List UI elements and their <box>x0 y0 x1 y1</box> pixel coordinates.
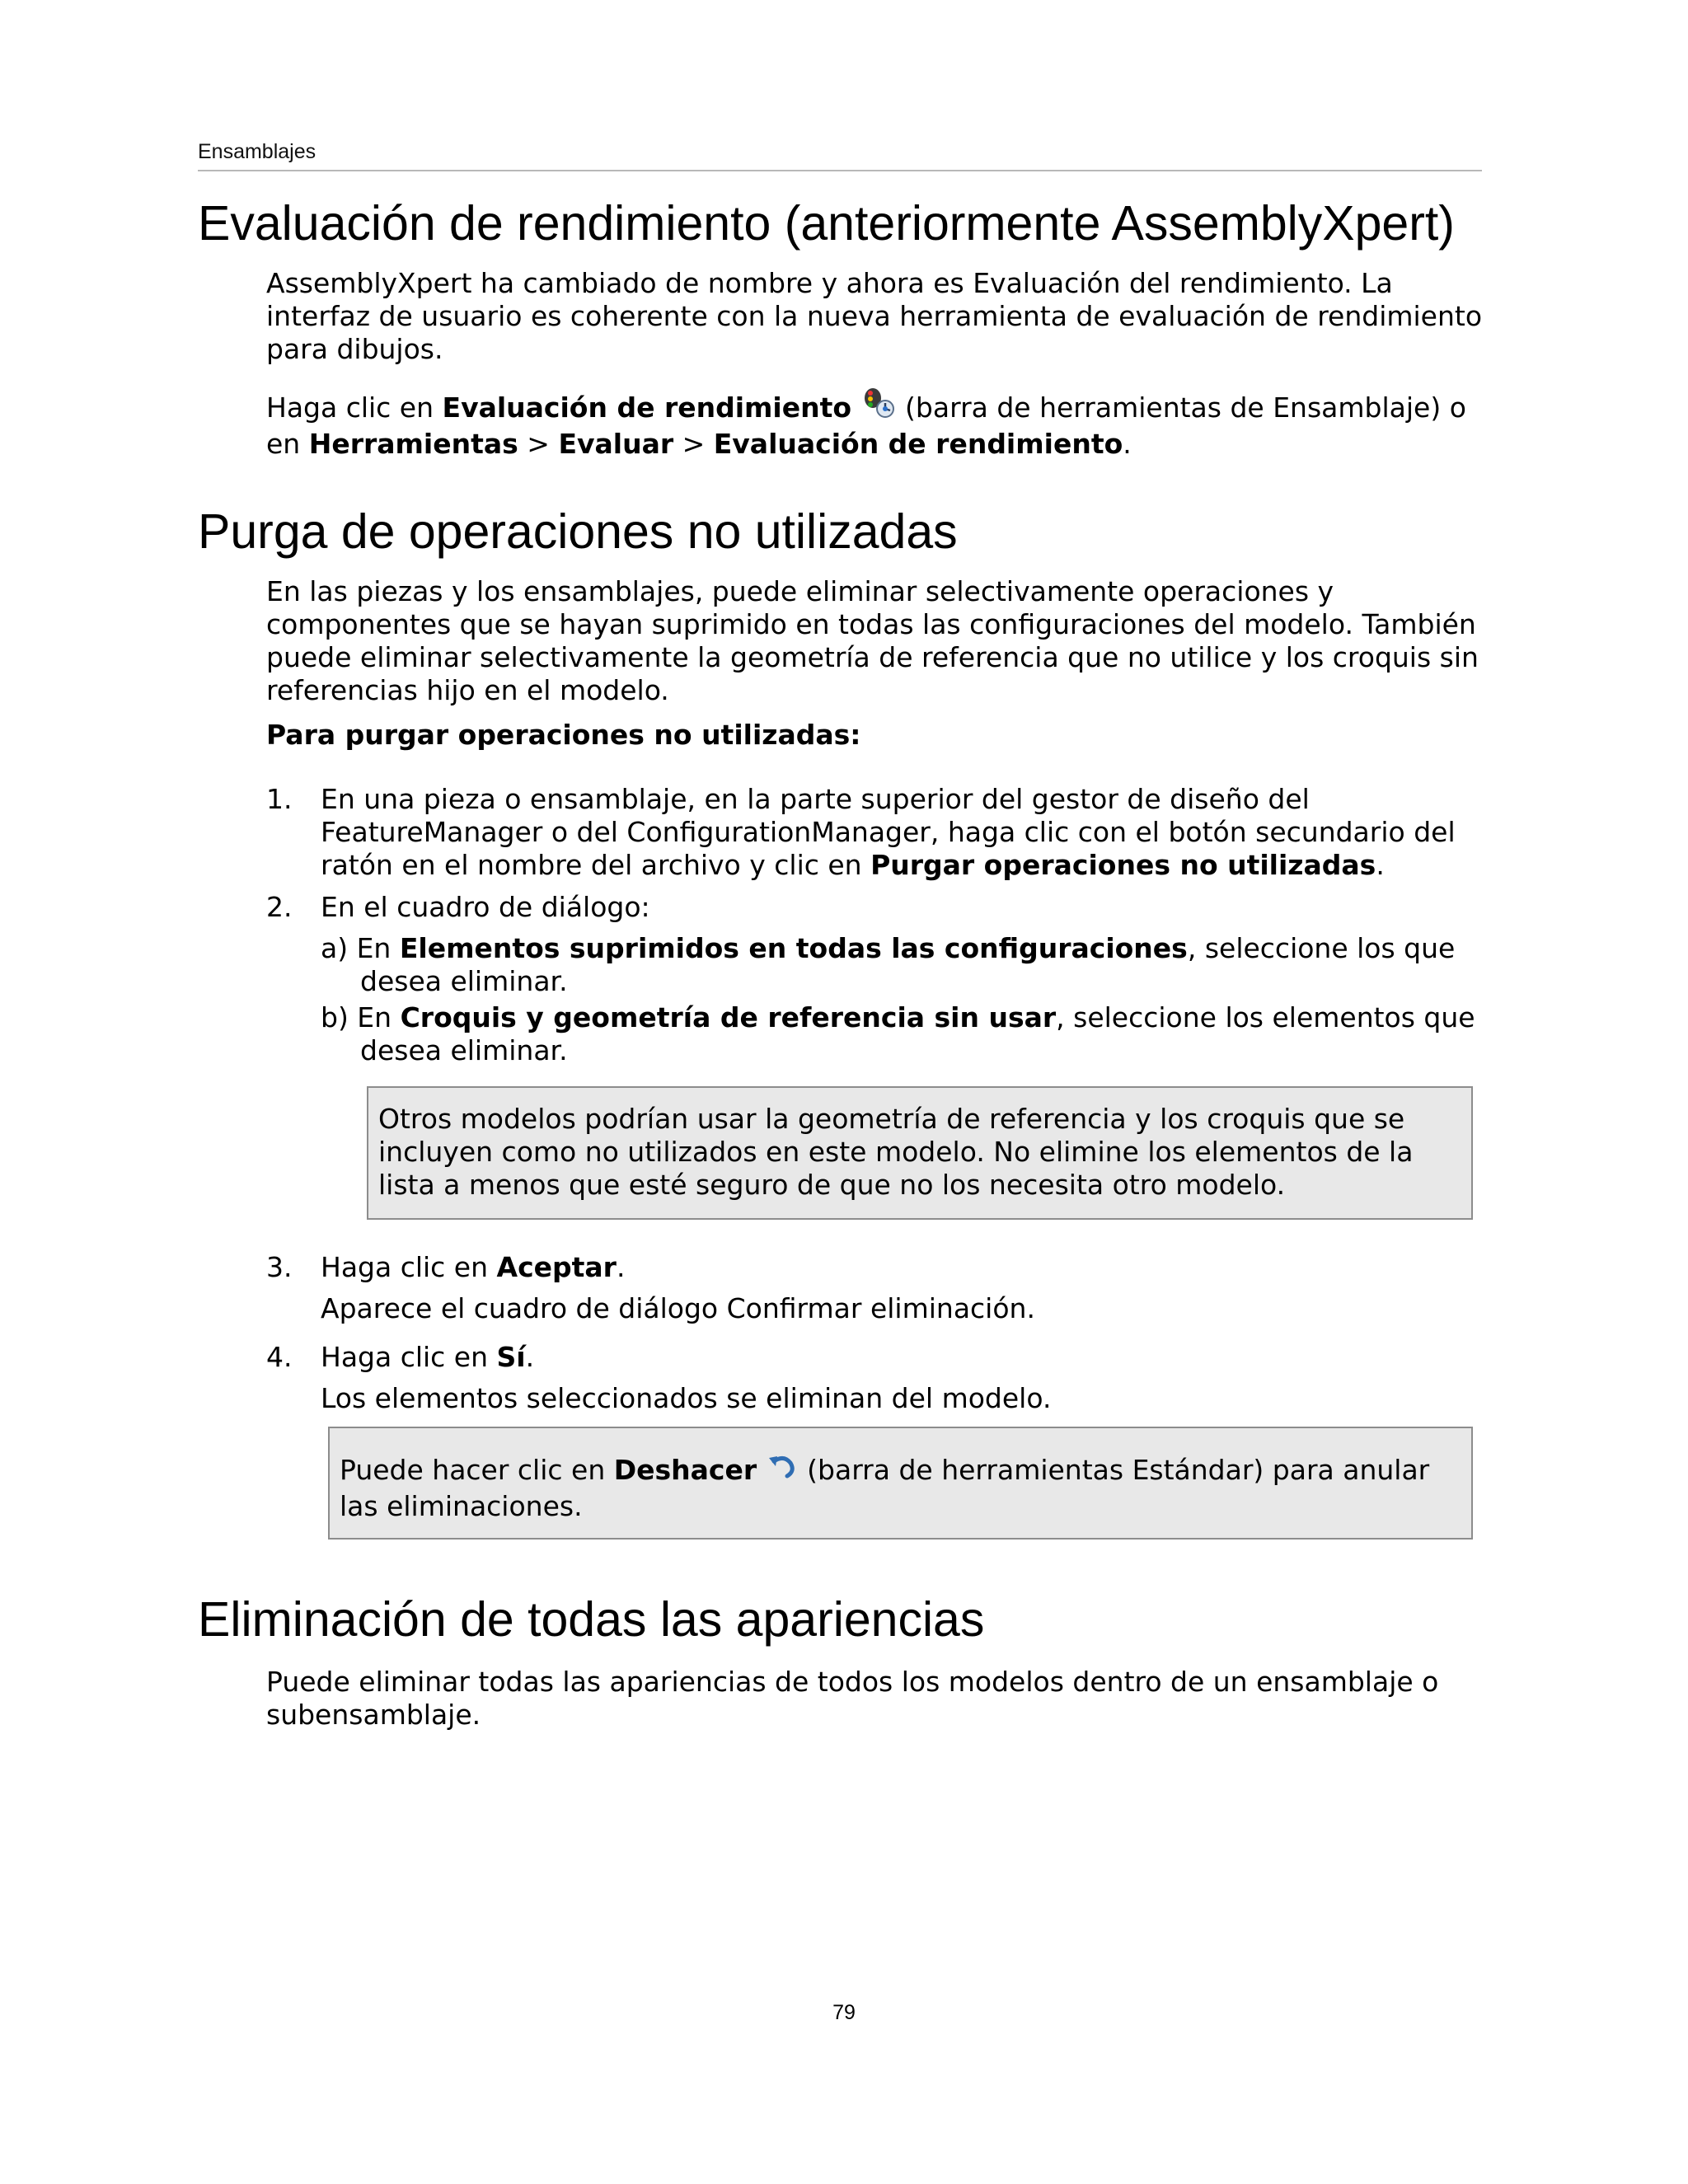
step-text <box>321 1341 1484 1374</box>
note-box <box>328 1427 1473 1540</box>
ui-term: Croquis y geometría de referencia sin usar <box>400 1001 1057 1033</box>
ui-term: Elementos suprimidos en todas las configuraciones <box>399 932 1188 964</box>
text: . <box>525 1341 535 1373</box>
text: (barra de herramientas Estándar) para anular las eliminaciones. <box>340 1454 1430 1522</box>
text: Haga clic en <box>321 1341 497 1373</box>
text: Haga clic en <box>321 1251 497 1283</box>
text: a) En <box>321 932 400 964</box>
paragraph: Puede eliminar todas las apariencias de todos los modelos dentro de un ensamblaje o subensamblaje. <box>266 1666 1439 1731</box>
section1-body <box>266 267 1484 461</box>
ui-term: Aceptar <box>496 1251 617 1283</box>
sub-step-b <box>321 1001 1514 1067</box>
header-divider <box>198 170 1482 171</box>
undo-icon <box>766 1451 799 1490</box>
ui-term: Sí <box>496 1341 526 1373</box>
page-number: 79 <box>832 2001 856 2024</box>
text: Puede hacer clic en <box>340 1454 614 1486</box>
text: . <box>1123 428 1132 460</box>
step-number: 3. <box>266 1251 293 1283</box>
running-header: Ensamblajes <box>198 140 316 163</box>
step-number: 4. <box>266 1341 293 1373</box>
sub-step-a <box>321 932 1514 998</box>
performance-evaluation-icon <box>860 386 897 428</box>
section-title-purge: Purga de operaciones no utilizadas <box>198 504 958 559</box>
ui-term: Herramientas <box>308 428 518 460</box>
step-text <box>321 783 1484 882</box>
paragraph: AssemblyXpert ha cambiado de nombre y ahora es Evaluación del rendimiento. La interfaz de usuario es coherente con la nueva herramienta de evaluación de rendimiento para dibujos. <box>266 267 1483 365</box>
text: En una pieza o ensamblaje, en la parte superior del gestor de diseño del FeatureManager o del ConfigurationManager, haga clic con el botón secundario del ratón en el nombre del archivo y clic en <box>321 783 1456 881</box>
procedure-heading-text: Para purgar operaciones no utilizadas: <box>266 719 861 751</box>
step-result: Los elementos seleccionados se eliminan del modelo. <box>321 1382 1052 1414</box>
paragraph-instructions <box>266 386 1484 461</box>
step-result: Aparece el cuadro de diálogo Confirmar eliminación. <box>321 1292 1035 1324</box>
step-text: En el cuadro de diálogo: <box>321 891 650 923</box>
text: b) En <box>321 1001 401 1033</box>
note-box: Otros modelos podrían usar la geometría de referencia y los croquis que se incluyen como no utilizados en este modelo. No elimine los elementos de la lista a menos que esté seguro de que no los necesita otro modelo. <box>367 1086 1473 1220</box>
text: , seleccione los que desea eliminar. <box>360 932 1456 997</box>
section3-body <box>266 1666 1484 1732</box>
ui-term: Deshacer <box>613 1454 757 1486</box>
text: (barra de herramientas de Ensamblaje) o en <box>266 391 1466 460</box>
text: , seleccione los elementos que desea eliminar. <box>360 1001 1475 1066</box>
ui-term: Evaluación de rendimiento <box>713 428 1123 460</box>
text: Haga clic en <box>266 391 443 424</box>
section-title-performance-evaluation: Evaluación de rendimiento (anteriormente AssemblyXpert) <box>198 196 1455 251</box>
text: . <box>616 1251 626 1283</box>
paragraph: En las piezas y los ensamblajes, puede eliminar selectivamente operaciones y componentes que se hayan suprimido en todas las configuraciones del modelo. También puede eliminar selectivamente la geometría de referencia que no utilice y los croquis sin referencias hijo en el modelo. <box>266 575 1479 706</box>
ui-term: Purgar operaciones no utilizadas <box>870 849 1376 881</box>
text: > <box>673 428 714 460</box>
step-number: 2. <box>266 891 293 923</box>
procedure-heading <box>266 719 1484 752</box>
ui-term: Evaluar <box>558 428 674 460</box>
step-number: 1. <box>266 783 293 815</box>
ui-term: Evaluación de rendimiento <box>442 391 852 424</box>
section2-intro <box>266 575 1484 752</box>
section-title-remove-appearances: Eliminación de todas las apariencias <box>198 1592 985 1647</box>
text: > <box>518 428 559 460</box>
text: . <box>1376 849 1385 881</box>
step-text <box>321 1251 1484 1284</box>
